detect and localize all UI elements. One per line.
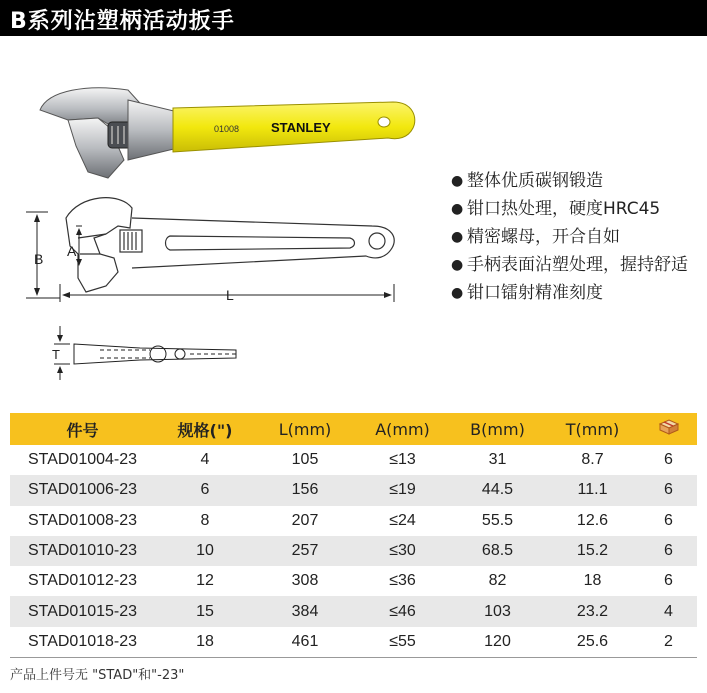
dim-label-b: B — [34, 251, 44, 267]
spec-table — [10, 413, 697, 658]
wrench-thickness-diagram — [40, 322, 260, 382]
photo-brand-text: STANLEY — [271, 120, 331, 135]
dim-label-a: A — [67, 243, 77, 259]
table-row: STAD01012-23 12 308 ≤36 82 18 6 — [27, 572, 673, 590]
bullet-icon: ● — [451, 229, 464, 245]
feature-item: ● 手柄表面沾塑处理，握持舒适 — [449, 252, 701, 278]
table-row: STAD01008-23 8 207 ≤24 55.5 12.6 6 — [27, 511, 673, 529]
col-header-a: A(mm) — [355, 413, 450, 445]
dim-label-t: T — [52, 347, 60, 362]
col-header-b: B(mm) — [450, 413, 545, 445]
bullet-icon: ● — [451, 285, 464, 301]
page-title: B系列沾塑柄活动扳手 — [10, 9, 235, 34]
bullet-icon: ● — [451, 173, 464, 189]
feature-item: ● 精密螺母，开合自如 — [449, 224, 701, 250]
table-header-row — [10, 413, 697, 445]
table-row: STAD01004-23 4 105 ≤13 31 8.7 6 — [27, 451, 673, 469]
col-header-box — [640, 413, 697, 445]
photo-model-text: 01008 — [214, 124, 240, 134]
bullet-icon: ● — [451, 257, 464, 273]
table-row: STAD01018-23 18 461 ≤55 120 25.6 2 — [10, 627, 697, 657]
col-header-part-no: 件号 — [10, 413, 155, 445]
feature-item: ● 钳口热处理，硬度HRC45 — [449, 196, 701, 222]
box-icon — [658, 419, 680, 435]
feature-list — [449, 168, 701, 308]
table-row: STAD01015-23 15 384 ≤46 103 23.2 4 — [10, 596, 697, 626]
feature-item: ● 整体优质碳钢锻造 — [449, 168, 701, 194]
table-row: STAD01010-23 10 257 ≤30 68.5 15.2 6 — [10, 536, 697, 566]
wrench-photo — [28, 72, 418, 182]
table-row: STAD01006-23 6 156 ≤19 44.5 11.1 6 — [10, 475, 697, 505]
wrench-dimension-diagram — [20, 188, 410, 306]
col-header-t: T(mm) — [545, 413, 640, 445]
feature-item: ● 钳口镭射精准刻度 — [449, 280, 701, 306]
col-header-size: 规格(") — [155, 413, 255, 445]
dim-label-l: L — [226, 287, 234, 303]
bullet-icon: ● — [451, 201, 464, 217]
title-bar — [0, 0, 707, 36]
col-header-length: L(mm) — [255, 413, 355, 445]
footnote: 产品上件号无 "STAD"和"-23" — [10, 668, 185, 683]
